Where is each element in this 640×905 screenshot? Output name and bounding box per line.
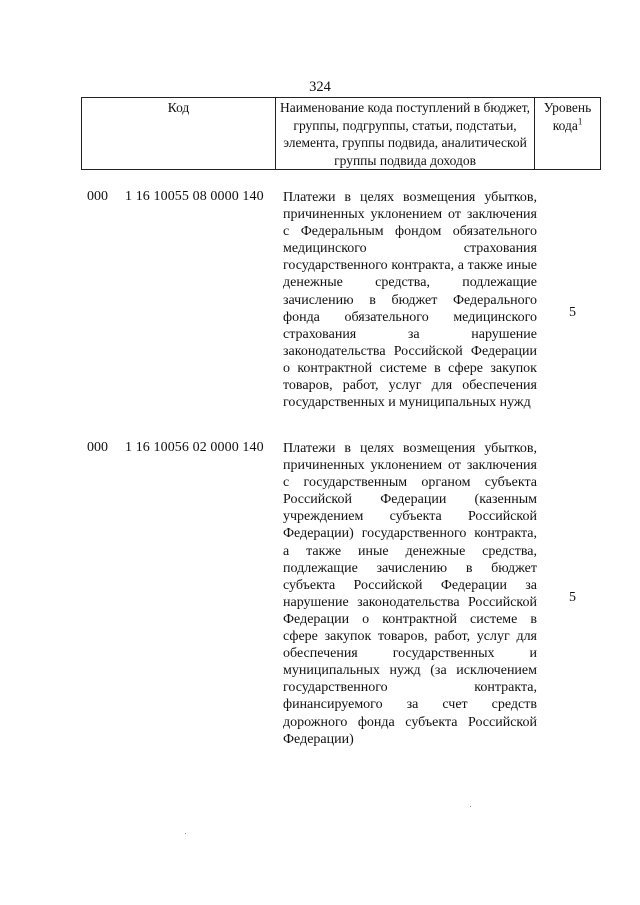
header-level-footnote: 1 <box>577 116 583 126</box>
table-header <box>81 97 601 170</box>
entry-level: 5 <box>569 590 576 605</box>
header-level-label: Уровень кода <box>543 100 592 133</box>
scan-speck <box>470 806 471 807</box>
entry-level: 5 <box>569 305 576 320</box>
header-level-cell <box>535 98 601 170</box>
entry-prefix: 000 <box>87 440 108 455</box>
header-code-label: Код <box>167 100 190 115</box>
header-name-cell <box>276 98 535 170</box>
page-number: 324 <box>309 79 331 95</box>
entry-code: 1 16 10056 02 0000 140 <box>125 440 264 455</box>
header-name-label: Наименование кода поступлений в бюджет, группы, подгруппы, статьи, подстатьи, элемента, группы подвида, аналитической группы подвида доходов <box>280 100 531 168</box>
entry-description: Платежи в целях возмещения убытков, причиненных уклонением от заключения с Федеральным фондом обязательного медицинского страхования государственного контракта, а также иные денежные средства, подлежащие зачислению в бюджет Федерального фонда обязательного медицинского страхования за нарушение законодательства Российской Федерации о контрактной системе в сфере закупок товаров, работ, услуг для обеспечения государственных и муниципальных нужд <box>283 190 537 411</box>
entry-prefix: 000 <box>87 189 108 204</box>
scan-speck <box>185 833 186 834</box>
header-code-cell <box>82 98 276 170</box>
entry-description: Платежи в целях возмещения убытков, причиненных уклонением от заключения с государственным органом субъекта Российской Федерации (казенным учреждением субъекта Российской Федерации) государственного контракта, а также иные денежные средства, подлежащие зачислению в бюджет субъекта Российской Федерации за нарушение законодательства Российской Федерации о контрактной системе в сфере закупок товаров, работ, услуг для обеспечения государственных и муниципальных нужд (за исключением государственного контракта, финансируемого за счет средств дорожного фонда субъекта Российской Федерации) <box>283 441 537 747</box>
entry-code: 1 16 10055 08 0000 140 <box>125 189 264 204</box>
